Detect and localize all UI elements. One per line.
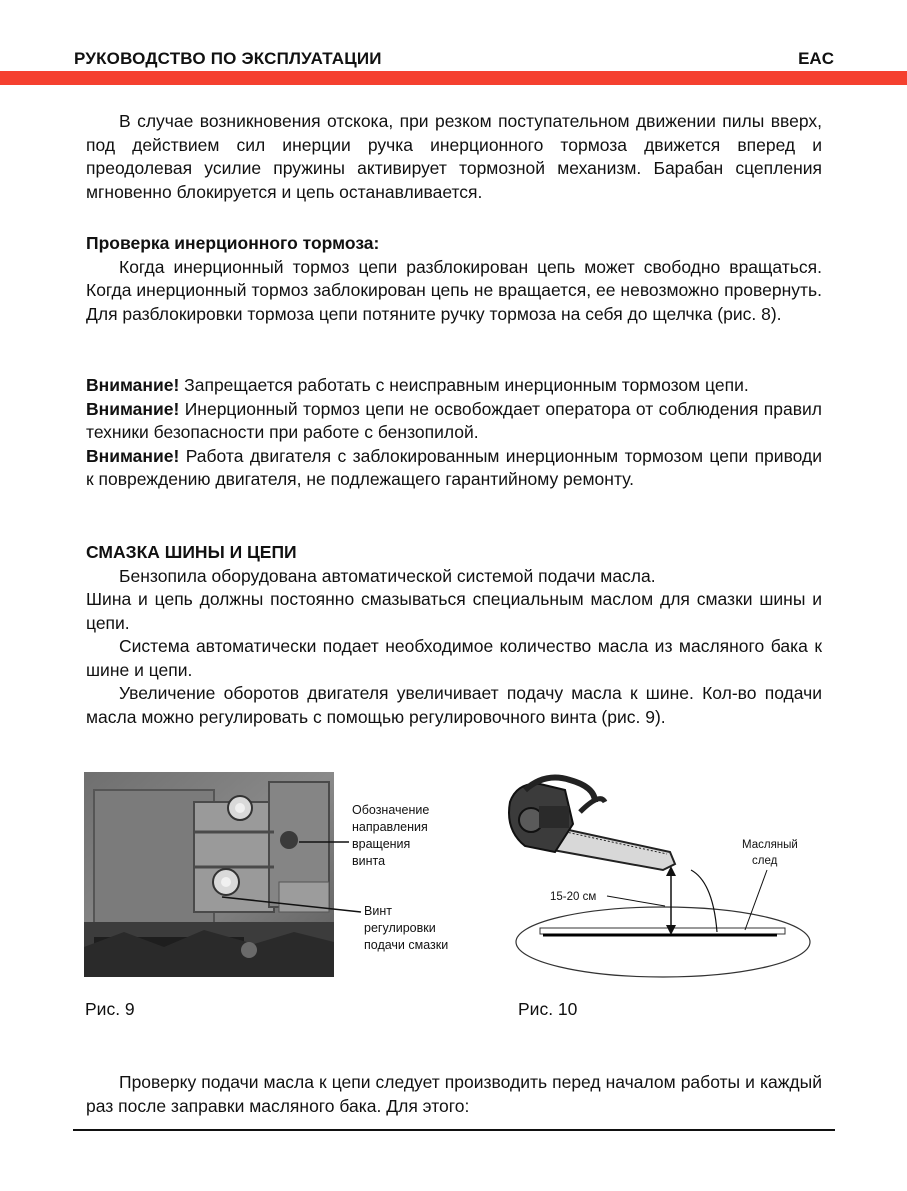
brake-check-section (86, 232, 822, 326)
warning-label: Внимание! (86, 375, 180, 395)
figure-9 (84, 772, 484, 982)
oil-check-paragraph: Проверку подачи масла к цепи следует производить перед началом работы и каждый раз после заправки масляного бака. Для этого: (86, 1072, 822, 1116)
warning-1 (86, 374, 822, 398)
oil-trace-label: Масляный след (742, 839, 798, 867)
warning-text: Инерционный тормоз цепи не освобождает оператора от соблюдения правил техники безопасности при работе с бензопилой. (86, 398, 822, 442)
oil-drop-path (691, 870, 717, 932)
adjustment-screw-label: Винт регулировки подачи смазки (364, 904, 449, 952)
kickback-paragraph: В случае возникновения отскока, при резком поступательном движении пилы вверх, под действием сил инерции ручка инерционного тормоза движется вперед и преодолевая усилие пружины активирует тормозной механизм. Барабан сцепления мгновенно блокируется и цепь останавливается. (86, 111, 822, 202)
warning-label: Внимание! (86, 398, 180, 419)
distance-leader (607, 896, 665, 906)
lubrication-line-4: Увеличение оборотов двигателя увеличивает подачу масла к шине. Кол-во подачи масла можно регулировать с помощью регулировочного винта (рис. 9). (86, 683, 822, 727)
rotation-direction-label: Обозначение направления вращения винта (352, 803, 430, 868)
warning-3 (86, 445, 822, 492)
figure-10 (495, 772, 835, 987)
lubrication-heading: СМАЗКА ШИНЫ И ЦЕПИ (86, 542, 297, 562)
oil-pump-photo (84, 772, 334, 977)
warning-2 (86, 398, 822, 445)
lubrication-line-1: Бензопила оборудована автоматической системой подачи масла. (119, 565, 656, 586)
distance-label: 15-20 см (550, 891, 597, 903)
header-accent-bar (0, 71, 907, 85)
paper-sheet (540, 928, 785, 934)
warning-text: Запрещается работать с неисправным инерционным тормозом цепи. (179, 375, 749, 395)
eac-mark: EAC (798, 49, 834, 68)
warning-text: Работа двигателя с заблокированным инерционным тормозом цепи приводи к повреждению двигателя, не подлежащего гарантийному ремонту. (86, 445, 822, 489)
footer-rule (73, 1129, 835, 1131)
warnings-block (86, 374, 822, 492)
brake-check-heading: Проверка инерционного тормоза: (86, 233, 380, 253)
trace-leader (745, 870, 767, 930)
brake-check-text: Когда инерционный тормоз цепи разблокирован цепь может свободно вращаться. Когда инерционный тормоз заблокирован цепь не вращается, ее невозможно провернуть. Для разблокировки тормоза цепи потяните ручку тормоза на себя до щелчка (рис. 8). (86, 256, 822, 324)
warning-label: Внимание! (86, 445, 180, 466)
lubrication-line-3: Система автоматически подает необходимое количество масла из масляного бака к шине и цепи. (86, 636, 822, 680)
header-title: РУКОВОДСТВО ПО ЭКСПЛУАТАЦИИ (74, 49, 382, 68)
chainsaw-illustration (509, 778, 675, 870)
figure-9-caption: Рис. 9 (85, 999, 135, 1019)
oil-test-surface (516, 907, 810, 977)
lubrication-section (86, 541, 822, 729)
figure-10-caption: Рис. 10 (518, 999, 578, 1019)
lubrication-line-2: Шина и цепь должны постоянно смазываться специальным маслом для смазки шины и цепи. (86, 589, 822, 633)
